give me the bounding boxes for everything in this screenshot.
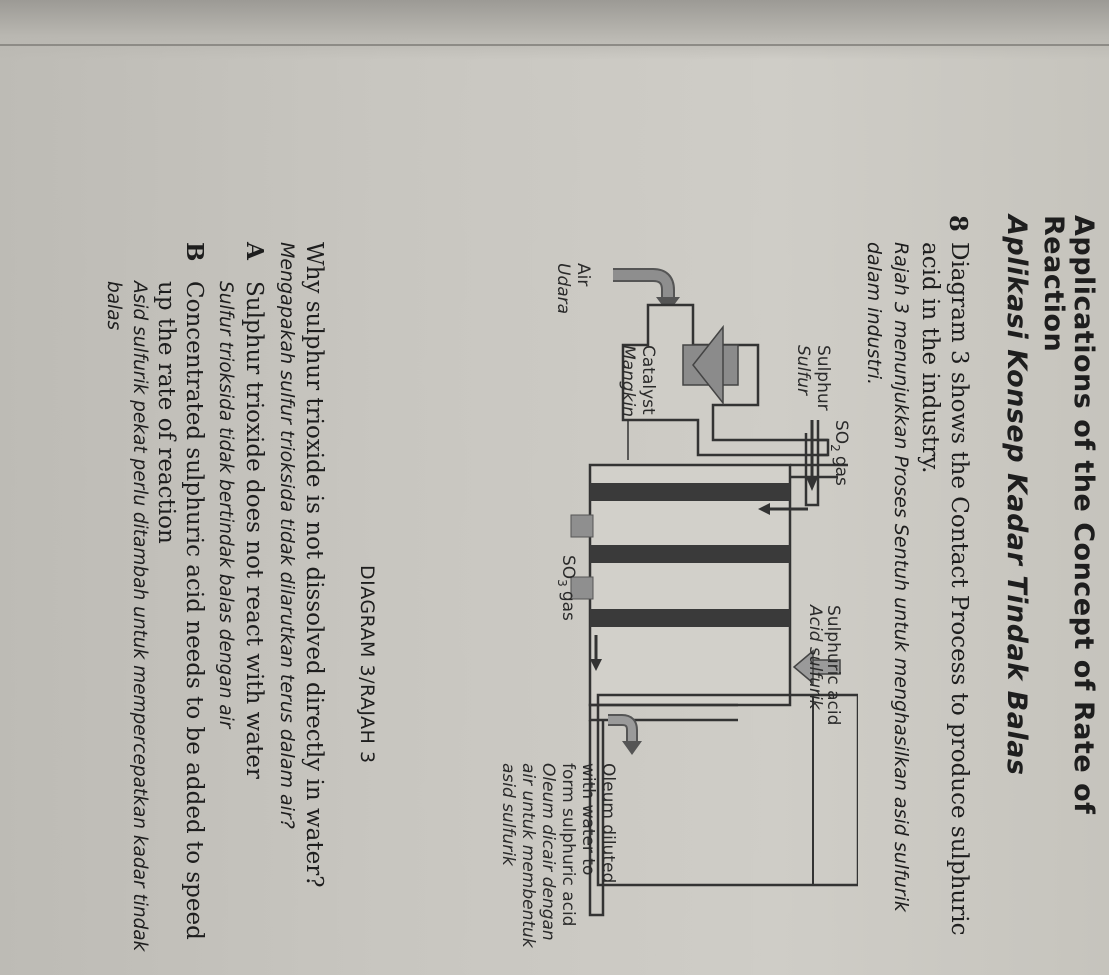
catalyst-bed-2 [590, 545, 790, 563]
oleum-label-malay-line-1: Oleum dicair dengan [538, 763, 558, 941]
diagram-caption: DIAGRAM 3/RAJAH 3 [356, 565, 378, 764]
question-text-english: Diagram 3 shows the Contact Process to produce sulphuric acid in the industry. [917, 242, 972, 936]
sulphuric-acid-label: Sulphuric acid [823, 605, 843, 726]
oleum-outflow-arrow [608, 720, 642, 755]
so3-gas-label: $SO_3gas$ [555, 555, 578, 621]
oleum-label-line-3: form sulphuric acid [558, 763, 578, 927]
so2-gas-label: $SO_2gas$ [828, 420, 851, 486]
sulphur-label: Sulphur [813, 345, 833, 411]
question-number: 8 [944, 215, 973, 232]
why-question-english: Why sulphur trioxide is not dissolved directly in water? [301, 242, 327, 888]
oleum-label-line-1: Oleum diluted [598, 763, 618, 884]
why-question-malay: Mengapakah sulfur trioksida tidak dilarutkan terus dalam air? [276, 242, 298, 829]
option-a-text: Sulphur trioxide does not react with water [241, 281, 267, 779]
option-b-text: Concentrated sulphuric acid needs to be added to speed up the rate of reaction [153, 281, 207, 940]
catalyst-bed-1 [590, 483, 790, 501]
catalyst-label-malay: Mangkin [618, 345, 638, 417]
oleum-label-malay-line-2: air untuk membentuk [518, 763, 538, 948]
question-text-malay: Rajah 3 menunjukkan Proses Sentuh untuk menghasilkan asid sulfurik dalam industri. [863, 242, 912, 912]
absorption-tower [598, 695, 858, 885]
air-label-malay: Udara [553, 263, 573, 315]
sulphuric-acid-label-malay: Acid sulfurik [805, 605, 825, 710]
book-edge-line [0, 44, 1109, 46]
contact-process-diagram [388, 215, 858, 975]
air-label: Air [573, 263, 593, 287]
section-heading-malay: Aplikasi Konsep Kadar Tindak Balas [1001, 215, 1032, 776]
option-b-text-malay: Asid sulfurik pekat perlu ditambah untuk mempercepatkan kadar tindak balas [103, 281, 150, 952]
catalyst-bed-3 [590, 609, 790, 627]
page-top-shadow [0, 0, 1109, 60]
oleum-label-malay-line-3: asid sulfurik [498, 763, 518, 866]
oleum-label-line-2: with water to [578, 763, 598, 876]
rotated-page-content [98, 215, 1098, 975]
section-heading-english: Applications of the Concept of Rate of Reaction [1038, 215, 1099, 815]
sulphur-label-malay: Sulfur [793, 345, 813, 396]
option-a-letter: A [241, 242, 268, 260]
option-a-text-malay: Sulfur trioksida tidak bertindak balas dengan air [215, 281, 236, 729]
catalyst-label: Catalyst [638, 345, 658, 415]
option-b-letter: B [181, 242, 208, 262]
